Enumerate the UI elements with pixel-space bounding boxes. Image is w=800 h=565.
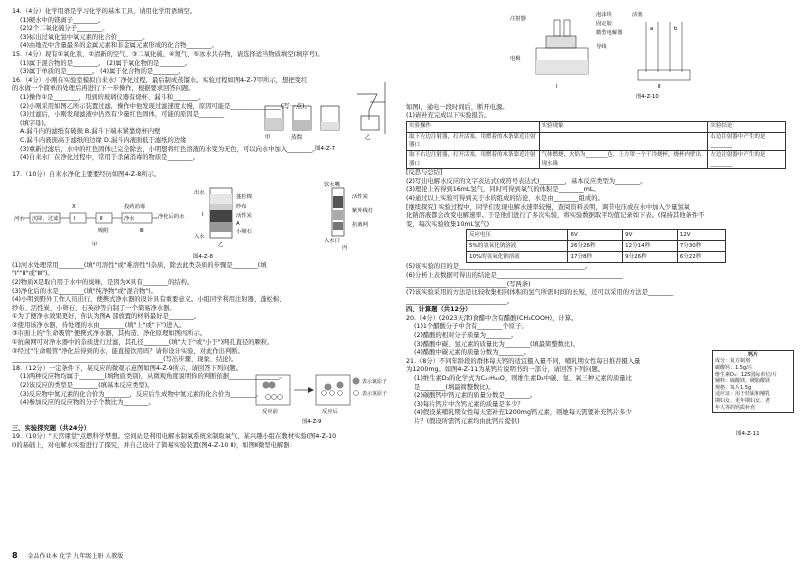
cell: 9分26秒	[623, 252, 678, 263]
footer-text: 金品作业本 化学 九年级上册 人教版	[27, 553, 124, 560]
q19-7b: ________________________________。	[406, 297, 514, 305]
syringe-filter	[194, 188, 253, 248]
fig8-antibac-net: 抗菌网	[352, 221, 368, 228]
fig7-label-yi: 乙	[365, 134, 371, 141]
th-phenomenon: 实验现象	[539, 121, 708, 132]
q16-1: (1)操作①是________，用到的玻璃仪器有烧杯、漏斗和________。	[20, 93, 205, 101]
q19-continue2: 化钠溶液都会改变电解速率。于是他们进行了多次实验，将实验数据取平均值记录如下表。(保持其他条件不	[406, 212, 705, 220]
q17-3: (3)净化后的水是________(填"纯净物"或"混合物")。	[12, 287, 158, 295]
page-number: 8	[12, 551, 18, 560]
calcium-tablet-label	[712, 350, 794, 413]
q16-2: (2)小刚采用如图乙所示装置过滤，操作中他发现过滤速度太慢，原因可能是________________(写一点)。	[20, 102, 311, 110]
q18-4: (4)参加反应的反应物的分子个数比为________。	[20, 399, 155, 407]
q14-2: (2)2个二氧化硫分子________。	[20, 25, 109, 33]
fig8-clean: 净水	[124, 215, 135, 222]
q16-stem2: 的水做一个简单的处理后再进行下一步操作，根据要求回答问题。	[12, 85, 195, 93]
q17-5-3: ________________________________________________(写出步骤、现象、结论)。	[12, 356, 238, 364]
q21-3: (3)每片钙片中含钙元素的质量是多少？	[414, 400, 524, 408]
th-operation: 实验操作	[407, 121, 540, 132]
q19-stem2: Ⅰ)的基础上，对电解水实验进行了探究，并自己设计了简易实验装置(图4-Z-10 Ⅱ)，如图Ⅱ微型电解器：	[12, 442, 296, 450]
q18-2: (2)该反应的类型是________(填基本反应类型)。	[20, 382, 154, 390]
q18-3: (3)反应物中氮元素的化合价为________，反应后生成物中氮元素的化合价为________。	[20, 390, 262, 398]
table-row	[467, 241, 726, 252]
q16-opt-cd: C.漏斗内液面高于滤纸的边缘 D.漏斗内液面低于滤纸的边缘	[20, 136, 187, 144]
q19-6b: ________________________________(写两条)	[406, 280, 531, 288]
fig8-carbon: 活性炭	[236, 212, 252, 219]
q17-5-2: ②经过"生命吸管"净化后得到的水，能直接饮用吗？请你设计实验，对此作出判断。	[12, 347, 244, 355]
table-row	[407, 150, 786, 168]
fig10-roman2: Ⅱ	[658, 84, 661, 90]
q19-1: (1)请补充完成以下实验报告。	[406, 112, 491, 120]
calcium-line: 维生素D₃：125国际单位/片	[715, 371, 778, 378]
calcium-line: 碳酸钙：1.5g/片	[715, 365, 753, 372]
th-voltage: 反应电压	[467, 230, 568, 241]
q15-stem: 15.（4分）现有①氧化汞、②清新的空气、③二氧化硫、④氮气、⑤冰水共存物，请选择适当物质填空(填序号)。	[12, 50, 324, 58]
q20-2: (2)醋酸的相对分子质量为________。	[414, 332, 518, 340]
q18-block	[12, 365, 394, 425]
q17-4: (4)小明到野外工作人员出行，便携式净水器的设计具有重要意义。小组同学利用注射器、蓬松棉、	[12, 296, 286, 304]
q21-1b: 是________(填最简整数比)。	[414, 383, 495, 391]
q20-1: (1)1个醋酸分子中含有________个原子。	[414, 323, 528, 331]
figure-4-z-8	[12, 180, 394, 250]
q18-stem: 18.（12分）一定条件下，某反应的微观示意图如图4-Z-9所示，请回答下列问题。	[12, 364, 242, 372]
q17-1b: "Ⅰ""Ⅱ"或"Ⅲ")。	[12, 270, 54, 278]
left-column	[12, 8, 394, 451]
fig8-inlet: 入水	[194, 233, 205, 240]
q19-3: (3)理论上若得到16mL氢气，同时可得到氧气的体积是________mL。	[406, 186, 600, 194]
fig8-settle: 沉降、过滤	[32, 215, 59, 222]
fig9-legend-n: 表示氮原子	[362, 378, 388, 385]
cell: 26分26秒	[568, 241, 623, 252]
q18-1: (1)两种反应物均属于________(填物质类别)，从微观角度说明你的判断依据________________。	[20, 373, 286, 381]
q14-stem: 14.（4分）化学用语是学习化学的基本工具，请用化学用语填空。	[12, 8, 197, 15]
fig9-after: 反应后	[322, 408, 338, 415]
q17-5: ③市面上的"生命吸管"便携式净水器，其构造、净化原理如图丙所示。	[12, 330, 207, 338]
q17-2: (2)物质X是取自用于水中的臭味，是因为X具有________的结构。	[12, 278, 194, 286]
life-straw	[324, 180, 374, 251]
fig8-step3: Ⅲ	[140, 227, 144, 234]
fig8-adsorb: 吸附	[98, 227, 109, 234]
th-6v: 6V	[568, 230, 623, 241]
fig8-river: 河水	[14, 215, 25, 222]
q19-6: (6)分析上表数据可得出的结论是________________________________________	[406, 271, 623, 279]
q20-3: (3)醋酸中碳、氢元素的质量比为________(填最简整数比)。	[414, 340, 579, 348]
fig8-label-yi: 乙	[218, 241, 224, 248]
fig7-caption: 图4-Z-7	[315, 145, 336, 152]
calcium-line: 年人等的钙质补充	[715, 404, 756, 411]
q17-4-2: ②使用该净水器，待处理的水由________(填"上"或"下")进入。	[12, 321, 186, 329]
q21-stem2: 为1200mg。如图4-Z-11为某钙片说明书的一部分，请回答下列问题。	[406, 366, 605, 374]
cell: 右边注射器中产生的是________	[708, 132, 786, 150]
q14-4: (4)由地壳中含量最多的金属元素和非金属元素形成的化合物________。	[20, 42, 218, 50]
fig8-outlet: 出水	[194, 189, 205, 196]
table-row	[407, 132, 786, 150]
fig10-wire: 导线	[596, 44, 607, 50]
fig8-roman1: Ⅰ	[202, 211, 204, 218]
fig7-label-distill: 蒸馏	[291, 134, 303, 141]
q16-stem: 16.（4分）小刚在实验室模拟自来水厂净化过程，最后制成蒸馏水。实验过程如图4-Z-7甲所示，想把变红	[12, 76, 308, 84]
q16-block	[12, 94, 394, 171]
q17-5-1: ①抗菌网可对净水器中的杂质进行过滤，其孔径________(填"大于"或"小于")网孔直径的颗粒。	[12, 339, 274, 347]
q15-2: (3)属于单质的是________。 (4)属于化合物的是________。	[20, 68, 185, 76]
q21-4b: 片？(假设所需钙元素均由此钙片提供)	[414, 418, 520, 425]
cell: 气体燃烧，火焰为________色，上方罩一个干冷烧杯，烧杯内壁出现水珠	[539, 150, 708, 168]
table-row	[467, 252, 726, 263]
q16-3: (3)过滤后，小刚发现滤液中仍然有少量红色固体，可能的原因是________	[20, 111, 225, 119]
q19-continue3: 变，每次实验收集10mL氢气)	[406, 220, 490, 228]
fig8-step1: Ⅰ	[74, 215, 76, 222]
calcium-line: 期妇女、更年期妇女、老	[715, 398, 771, 404]
page-footer	[12, 551, 788, 560]
fig8-water-inlet: 入水口	[324, 237, 340, 244]
fig8-disinfect: 投药消毒	[124, 203, 146, 210]
th-9v: 9V	[623, 230, 678, 241]
cell: 取下右边注射器，打开活塞，用燃着的木条靠近注射器口	[407, 150, 540, 168]
figure-4-z-7	[257, 76, 397, 154]
right-column	[406, 8, 790, 437]
fig10-caption: 图4-Z-10	[636, 94, 659, 100]
figure-4-z-9	[252, 373, 392, 425]
cell: 5%的氢氧化钠溶液	[467, 241, 568, 252]
fig10-syringe: 注射器	[510, 16, 526, 22]
q17-1: (1)河水处理常用________(填"可溶性"或"难溶性")杂质，除去此类杂质的步骤是________(填	[12, 261, 267, 269]
fig8-cotton: 蓬松棉	[236, 193, 252, 200]
q16-5: (4)自来水厂在净化过程中，常用于杀菌消毒的物质是________。	[20, 154, 199, 162]
cell: 左边注射器中产生的是________	[708, 150, 786, 168]
q21-4: (4)假设某哺乳期女性每天需补充1200mg钙元素，则她每天需要补充钙片多少	[414, 409, 632, 417]
fig8-carbon2: 活性炭	[352, 193, 368, 200]
calcium-line: 成分：复方制剂	[715, 358, 751, 365]
q20-4: (4)醋酸中碳元素的质量分数为________。	[414, 349, 530, 357]
fig8-label-jia: 甲	[92, 241, 98, 248]
q19-4: (4)通过以上实验可得到关于水的组成的结论，水是由________组成的。	[406, 194, 604, 202]
fig8-gauze: 纱布	[236, 203, 247, 210]
q16-4: (3)重新过滤后，水中的红色固体已完全除去，小明想将红色溶液的水变为无色，可以向水中加入________。	[20, 145, 319, 153]
q19-5: (5)该实验的目的是________________________________________。	[406, 263, 592, 271]
calcium-line: 辅料：硫酸镁、硬脂酸镁	[715, 378, 771, 385]
section-4-heading: 四、计算题（共12分）	[406, 306, 472, 314]
reflect-heading: [反思与总结]	[406, 169, 443, 177]
q20-stem: 20.（4分）(2023天津)食醋中含有醋酸(CH₃COOH)，计算。	[406, 314, 578, 322]
cell	[539, 132, 708, 150]
fig11-caption: 图4-Z-11	[736, 430, 760, 437]
q16-3b: (填字母)。	[20, 119, 51, 127]
voltage-data-table	[466, 229, 726, 263]
fig10-glue: 固定胶	[596, 21, 612, 27]
fig9-caption: 图4-Z-9	[302, 418, 322, 425]
fig8-mouthpiece: 饮水嘴	[324, 181, 340, 188]
q14-3: (3)标出过氧化氢中氧元素的化合价________。	[20, 33, 149, 41]
calcium-line: 适应证：用于妊娠和哺乳	[715, 391, 771, 398]
q16-opt-ab: A.漏斗内的滤纸有破损 B.漏斗下端未紧靠烧杯内壁	[20, 128, 161, 136]
fig8-caption: 图4-Z-8	[192, 254, 214, 261]
calcium-card-title: 钙片	[747, 351, 758, 358]
q15-1: (1)属于混合物的是________。 (2)属于氧化物的是________。	[20, 59, 191, 67]
fig8-x: X	[72, 203, 76, 210]
q19-7: (7)该实验采用的方法是比较收集相同体积的氢气所需时间的长短，还可以采用的方法是________	[406, 289, 674, 297]
fig8-uv-lamp: 紫外线灯	[352, 207, 374, 214]
cell: 取下左边注射器，打开活塞，用燃着的木条靠近注射器口	[407, 132, 540, 150]
q21-2: (2)碳酸钙中钙元素的质量分数是________。	[414, 392, 537, 400]
q21-stem: 21.（8分）不同年龄段的群体每天钙的适宜摄入量不同，哺乳期女性每日推荐摄入量	[406, 357, 641, 365]
calcium-line: 规格：每片1.5g	[715, 384, 752, 391]
fig9-before: 反应前	[262, 408, 278, 415]
beakers-diagram	[265, 82, 385, 134]
fig10-roman1: Ⅰ	[556, 84, 558, 90]
cell: 17分8秒	[568, 252, 623, 263]
q21-1: (1)维生素D₃的化学式为C₂₇H₄₄O，则维生素D₃中碳、氢、氧三种元素的质量比	[414, 375, 632, 383]
section-3-heading: 三、实验探究题（共24分）	[12, 424, 91, 432]
q14-1: (1)硬水中的镁离子________。	[20, 16, 105, 24]
fig8-step2: Ⅱ	[100, 215, 103, 222]
fig10-foam: 泡沫块	[596, 12, 612, 18]
fig8-a: A	[236, 220, 240, 227]
q17-stem: 17.（10分）自来水净化主要要经历如图4-Z-8所示。	[12, 170, 161, 178]
fig8-pebble: 小卵石	[236, 228, 252, 235]
fig10-micro: 微型电解器	[596, 30, 623, 36]
q19-2: (2)写出电解水反应的文字表达式(或符号表达式)________，基本反应类型为________。	[406, 177, 647, 185]
q19-intro: 如图Ⅰ，通电一段时间后，断开电源。	[406, 103, 509, 111]
fig10-piston: 活塞	[632, 12, 643, 18]
cell: 12分14秒	[623, 241, 678, 252]
th-conclusion: 实验结论	[708, 121, 786, 132]
q19-stem: 19.（10分）"天宫课堂"点燃科学梦想。空间站是利用电解水制氧系统来制取氧气，某兴趣小组在教材实验(图4-Z-10	[12, 433, 337, 441]
fig7-label-jia: 甲	[265, 134, 271, 141]
fig10-b: b	[674, 26, 678, 32]
fig10-a: a	[650, 26, 654, 32]
th-12v: 12V	[677, 230, 725, 241]
cell: 10%的氢氧化钠溶液	[467, 252, 568, 263]
q19-continue: [继续探究] 实验过程中，同学们发现电解水速率较慢，查阅资料表明，调节电压或在水中加入少量氢氧	[406, 203, 690, 211]
figure-4-z-10	[406, 8, 790, 100]
fig8-label-bing: 丙	[342, 244, 348, 251]
experiment-report-table	[406, 121, 786, 169]
cell: 6分22秒	[677, 252, 725, 263]
q17-4-1: ①为了便净水效果更好，你认为图A 部放置的材料最好是________。	[12, 313, 201, 321]
fig8-purified: 净化后的水	[158, 213, 185, 220]
cell: 7分30秒	[677, 241, 725, 252]
fig9-legend-h: 表示氢原子	[362, 390, 388, 397]
fig10-electrode: 电极	[510, 56, 521, 62]
q17-4b: 纱布、活性炭、小卵石、石英砂等自制了一个简易净水器。	[12, 304, 176, 312]
